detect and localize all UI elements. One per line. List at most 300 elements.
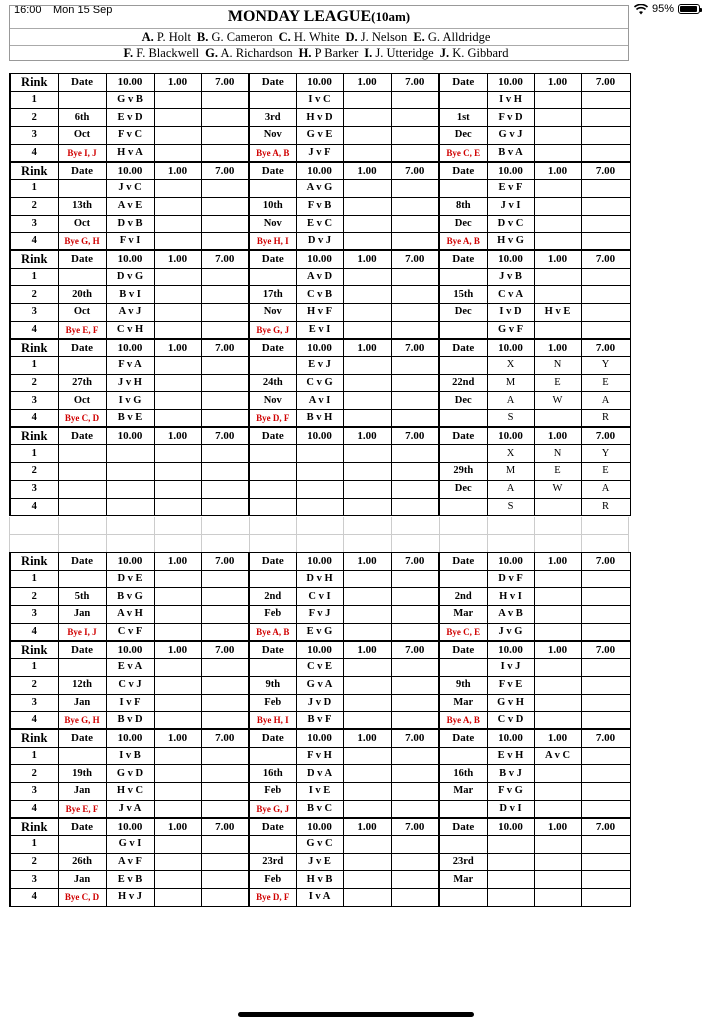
- spacer-line: [201, 517, 202, 553]
- schedule-cell: Bye C, D: [58, 889, 106, 907]
- spacer-line: [439, 517, 440, 553]
- schedule-cell: [249, 268, 296, 286]
- schedule-cell: A v F: [106, 853, 154, 871]
- column-header: 7.00: [581, 641, 630, 659]
- schedule-cell: [58, 570, 106, 588]
- schedule-cell: [154, 374, 201, 392]
- column-header: 10.00: [106, 641, 154, 659]
- schedule-cell: Feb: [249, 606, 296, 624]
- table-row: [10, 127, 630, 145]
- column-header: 1.00: [534, 818, 581, 836]
- schedule-cell: [581, 623, 630, 641]
- schedule-cell: M: [487, 374, 534, 392]
- schedule-cell: 12th: [58, 676, 106, 694]
- schedule-cell: [391, 410, 439, 428]
- table-spacer: [9, 517, 629, 553]
- column-header: 7.00: [581, 250, 630, 268]
- schedule-cell: [439, 498, 487, 516]
- column-header: Date: [58, 641, 106, 659]
- column-header: 10.00: [487, 427, 534, 445]
- schedule-cell: [201, 800, 249, 818]
- schedule-cell: B v E: [106, 410, 154, 428]
- schedule-cell: R: [581, 498, 630, 516]
- schedule-cell: [58, 659, 106, 677]
- players-line-2: [10, 45, 628, 62]
- schedule-cell: [343, 180, 391, 198]
- schedule-cell: [581, 659, 630, 677]
- column-header: Date: [58, 553, 106, 571]
- column-header: 10.00: [296, 427, 343, 445]
- schedule-cell: [201, 303, 249, 321]
- rink-cell: 4: [10, 712, 58, 730]
- column-header: Rink: [10, 162, 58, 180]
- column-header: 10.00: [296, 74, 343, 92]
- schedule-cell: A v B: [487, 606, 534, 624]
- schedule-cell: [391, 91, 439, 109]
- schedule-cell: [296, 445, 343, 463]
- schedule-cell: Bye G, H: [58, 233, 106, 251]
- schedule-cell: [249, 480, 296, 498]
- spacer-line: [534, 517, 535, 553]
- schedule-cell: A: [581, 392, 630, 410]
- schedule-cell: Bye G, J: [249, 800, 296, 818]
- column-header: Date: [58, 162, 106, 180]
- column-header: 7.00: [201, 427, 249, 445]
- schedule-cell: Mar: [439, 694, 487, 712]
- schedule-cell: [154, 321, 201, 339]
- schedule-cell: [391, 109, 439, 127]
- schedule-cell: E: [581, 374, 630, 392]
- column-header: 10.00: [106, 250, 154, 268]
- column-header: 10.00: [487, 339, 534, 357]
- schedule-cell: [439, 445, 487, 463]
- player-name: P Barker: [314, 46, 359, 60]
- table-row: [10, 623, 630, 641]
- schedule-cell: H v E: [534, 303, 581, 321]
- rink-cell: 1: [10, 180, 58, 198]
- player-letter: J.: [439, 46, 450, 60]
- spacer-line: [106, 517, 107, 553]
- schedule-cell: [391, 588, 439, 606]
- table-row: [10, 180, 630, 198]
- schedule-cell: 9th: [439, 676, 487, 694]
- schedule-cell: D v F: [487, 570, 534, 588]
- schedule-cell: E v I: [296, 321, 343, 339]
- column-header: 7.00: [201, 250, 249, 268]
- schedule-cell: [154, 588, 201, 606]
- schedule-cell: [343, 659, 391, 677]
- column-header: 1.00: [534, 729, 581, 747]
- column-header: 7.00: [201, 162, 249, 180]
- rink-cell: 1: [10, 570, 58, 588]
- schedule-cell: [343, 215, 391, 233]
- schedule-cell: A: [487, 392, 534, 410]
- table-row: [10, 286, 630, 304]
- schedule-cell: 16th: [249, 765, 296, 783]
- column-header: 1.00: [154, 641, 201, 659]
- schedule-cell: 26th: [58, 853, 106, 871]
- schedule-cell: [343, 800, 391, 818]
- schedule-cell: F v J: [296, 606, 343, 624]
- column-header: Rink: [10, 250, 58, 268]
- schedule-cell: C v J: [106, 676, 154, 694]
- column-header: 10.00: [296, 641, 343, 659]
- schedule-cell: [534, 782, 581, 800]
- schedule-cell: E v H: [487, 747, 534, 765]
- column-header: Date: [439, 427, 487, 445]
- schedule-cell: [154, 853, 201, 871]
- schedule-cell: J v I: [487, 197, 534, 215]
- schedule-cell: Bye C, E: [439, 623, 487, 641]
- schedule-cell: W: [534, 480, 581, 498]
- schedule-cell: [581, 286, 630, 304]
- schedule-cell: [58, 268, 106, 286]
- schedule-cell: [391, 268, 439, 286]
- schedule-cell: G v H: [487, 694, 534, 712]
- schedule-cell: [391, 712, 439, 730]
- rink-cell: 2: [10, 286, 58, 304]
- schedule-cell: [201, 286, 249, 304]
- player-letter: B.: [196, 30, 209, 44]
- schedule-cell: A v J: [106, 303, 154, 321]
- schedule-cell: [343, 765, 391, 783]
- schedule-cell: [343, 374, 391, 392]
- schedule-cell: [201, 606, 249, 624]
- schedule-cell: [296, 498, 343, 516]
- schedule-cell: [249, 445, 296, 463]
- column-header: 7.00: [391, 339, 439, 357]
- schedule-cell: [534, 197, 581, 215]
- column-header: Date: [439, 553, 487, 571]
- schedule-cell: [201, 498, 249, 516]
- schedule-cell: [58, 357, 106, 375]
- column-header: Date: [249, 641, 296, 659]
- schedule-cell: D v E: [106, 570, 154, 588]
- player-entry: [299, 46, 359, 60]
- schedule-cell: E v B: [106, 871, 154, 889]
- schedule-cell: J v B: [487, 268, 534, 286]
- schedule-cell: [581, 321, 630, 339]
- schedule-cell: F v A: [106, 357, 154, 375]
- column-header: Date: [249, 427, 296, 445]
- schedule-cell: Mar: [439, 606, 487, 624]
- column-header: 7.00: [391, 250, 439, 268]
- league-title: MONDAY LEAGUE(10am): [227, 8, 411, 25]
- schedule-cell: [534, 268, 581, 286]
- schedule-cell: 15th: [439, 286, 487, 304]
- schedule-cell: G v C: [296, 836, 343, 854]
- schedule-cell: [201, 392, 249, 410]
- column-header: 1.00: [154, 162, 201, 180]
- schedule-cell: H v B: [296, 871, 343, 889]
- rink-cell: 3: [10, 871, 58, 889]
- schedule-cell: F v C: [106, 127, 154, 145]
- rink-cell: 3: [10, 392, 58, 410]
- schedule-cell: [201, 127, 249, 145]
- column-header: 1.00: [534, 427, 581, 445]
- schedule-cell: A v D: [296, 268, 343, 286]
- column-header: Date: [439, 162, 487, 180]
- rink-cell: 3: [10, 215, 58, 233]
- schedule-cell: C v G: [296, 374, 343, 392]
- column-header: 1.00: [343, 74, 391, 92]
- schedule-cell: Dec: [439, 480, 487, 498]
- column-header: Date: [249, 250, 296, 268]
- schedule-cell: C v I: [296, 588, 343, 606]
- schedule-cell: [391, 197, 439, 215]
- column-header: Date: [58, 818, 106, 836]
- player-entry: [205, 46, 293, 60]
- column-header: Date: [249, 818, 296, 836]
- player-entry: [124, 46, 200, 60]
- schedule-cell: [391, 836, 439, 854]
- schedule-cell: B v A: [487, 144, 534, 162]
- schedule-cell: I v A: [296, 889, 343, 907]
- rink-cell: 1: [10, 91, 58, 109]
- player-entry: [440, 46, 509, 60]
- schedule-cell: [439, 180, 487, 198]
- schedule-cell: H v C: [106, 782, 154, 800]
- rink-cell: 2: [10, 588, 58, 606]
- schedule-cell: E v D: [106, 109, 154, 127]
- schedule-cell: B v D: [106, 712, 154, 730]
- battery-percent: 95%: [651, 3, 674, 15]
- column-header: Date: [439, 641, 487, 659]
- schedule-cell: G v D: [106, 765, 154, 783]
- schedule-cell: 6th: [58, 109, 106, 127]
- schedule-cell: [249, 747, 296, 765]
- schedule-cell: [201, 712, 249, 730]
- schedule-cell: [154, 676, 201, 694]
- schedule-cell: [343, 570, 391, 588]
- schedule-cell: [581, 570, 630, 588]
- column-header: 10.00: [106, 339, 154, 357]
- schedule-cell: E v J: [296, 357, 343, 375]
- schedule-cell: [201, 480, 249, 498]
- player-letter: G.: [205, 46, 219, 60]
- schedule-cell: [391, 570, 439, 588]
- column-header: 7.00: [391, 641, 439, 659]
- schedule-cell: [534, 836, 581, 854]
- spacer-line: [487, 517, 488, 553]
- rink-cell: 2: [10, 676, 58, 694]
- column-header: Date: [439, 74, 487, 92]
- player-letter: C.: [278, 30, 291, 44]
- column-header: 7.00: [391, 818, 439, 836]
- schedule-cell: I v C: [296, 91, 343, 109]
- schedule-cell: F v I: [106, 233, 154, 251]
- schedule-cell: M: [487, 463, 534, 481]
- player-entry: [413, 30, 490, 44]
- column-header: Rink: [10, 729, 58, 747]
- column-header: Date: [58, 729, 106, 747]
- schedule-cell: [581, 712, 630, 730]
- column-header: Date: [249, 339, 296, 357]
- schedule-cell: C v B: [296, 286, 343, 304]
- table-row: [10, 392, 630, 410]
- table-row: [10, 197, 630, 215]
- rink-cell: 2: [10, 463, 58, 481]
- rink-cell: 3: [10, 694, 58, 712]
- schedule-cell: A: [487, 480, 534, 498]
- column-header: Date: [58, 339, 106, 357]
- schedule-cell: [534, 498, 581, 516]
- table-row: [10, 782, 630, 800]
- schedule-cell: [391, 765, 439, 783]
- schedule-cell: [343, 712, 391, 730]
- schedule-cell: [201, 765, 249, 783]
- schedule-cell: [534, 180, 581, 198]
- column-header: Date: [58, 250, 106, 268]
- schedule-cell: J v D: [296, 694, 343, 712]
- column-header: 10.00: [106, 818, 154, 836]
- home-indicator[interactable]: [238, 1012, 474, 1017]
- player-letter: H.: [298, 46, 312, 60]
- table-row: [10, 498, 630, 516]
- table-row: [10, 765, 630, 783]
- schedule-cell: B v C: [296, 800, 343, 818]
- schedule-cell: Bye C, E: [439, 144, 487, 162]
- header-row: [10, 818, 630, 836]
- schedule-cell: [201, 853, 249, 871]
- schedule-cell: [201, 215, 249, 233]
- schedule-cell: [534, 606, 581, 624]
- column-header: Date: [439, 818, 487, 836]
- header-row: [10, 553, 630, 571]
- schedule-cell: [343, 357, 391, 375]
- schedule-cell: Y: [581, 445, 630, 463]
- schedule-cell: D v B: [106, 215, 154, 233]
- player-name: G. Cameron: [211, 30, 273, 44]
- table-row: [10, 694, 630, 712]
- schedule-cell: [534, 676, 581, 694]
- schedule-cell: [391, 357, 439, 375]
- schedule-cell: [581, 91, 630, 109]
- schedule-cell: [581, 197, 630, 215]
- column-header: 7.00: [581, 818, 630, 836]
- schedule-cell: C v F: [106, 623, 154, 641]
- table-row: [10, 871, 630, 889]
- schedule-cell: [154, 498, 201, 516]
- player-entry: [364, 46, 433, 60]
- table-row: [10, 463, 630, 481]
- column-header: Rink: [10, 818, 58, 836]
- schedule-cell: [201, 463, 249, 481]
- rink-cell: 4: [10, 144, 58, 162]
- schedule-cell: Nov: [249, 392, 296, 410]
- schedule-cell: [391, 782, 439, 800]
- table-row: [10, 109, 630, 127]
- column-header: Date: [439, 729, 487, 747]
- schedule-cell: [201, 747, 249, 765]
- schedule-cell: J v H: [106, 374, 154, 392]
- table-row: [10, 91, 630, 109]
- schedule-cell: J v F: [296, 144, 343, 162]
- schedule-cell: [534, 694, 581, 712]
- column-header: 10.00: [487, 729, 534, 747]
- schedule-cell: Bye A, B: [249, 623, 296, 641]
- table-row: [10, 321, 630, 339]
- schedule-cell: [106, 480, 154, 498]
- schedule-cell: [249, 91, 296, 109]
- player-name: G. Alldridge: [427, 30, 491, 44]
- schedule-cell: [249, 836, 296, 854]
- schedule-cell: X: [487, 445, 534, 463]
- schedule-cell: [201, 871, 249, 889]
- schedule-cell: E v A: [106, 659, 154, 677]
- rink-cell: 3: [10, 127, 58, 145]
- schedule-cell: [201, 623, 249, 641]
- schedule-cell: [534, 800, 581, 818]
- schedule-cell: [581, 606, 630, 624]
- column-header: Date: [249, 74, 296, 92]
- league-header: [9, 5, 629, 61]
- column-header: 10.00: [296, 162, 343, 180]
- schedule-cell: [249, 659, 296, 677]
- schedule-cell: 1st: [439, 109, 487, 127]
- column-header: 10.00: [487, 818, 534, 836]
- schedule-cell: Oct: [58, 127, 106, 145]
- schedule-cell: Bye E, F: [58, 800, 106, 818]
- schedule-cell: [581, 676, 630, 694]
- schedule-cell: [154, 889, 201, 907]
- table-row: [10, 357, 630, 375]
- schedule-cell: [391, 463, 439, 481]
- player-name: K. Gibbard: [452, 46, 509, 60]
- schedule-cell: [534, 871, 581, 889]
- schedule-cell: [201, 233, 249, 251]
- wifi-icon: [634, 4, 648, 15]
- schedule-cell: [154, 215, 201, 233]
- column-header: Date: [58, 74, 106, 92]
- schedule-table-spring: [9, 552, 631, 907]
- column-header: 10.00: [106, 427, 154, 445]
- schedule-cell: [154, 109, 201, 127]
- schedule-cell: G v J: [487, 127, 534, 145]
- schedule-cell: [201, 180, 249, 198]
- column-header: 1.00: [154, 427, 201, 445]
- schedule-cell: 9th: [249, 676, 296, 694]
- column-header: 1.00: [534, 250, 581, 268]
- schedule-cell: H v J: [106, 889, 154, 907]
- schedule-cell: [581, 180, 630, 198]
- column-header: 7.00: [391, 729, 439, 747]
- schedule-cell: [343, 91, 391, 109]
- schedule-cell: G v I: [106, 836, 154, 854]
- column-header: 1.00: [343, 250, 391, 268]
- schedule-cell: [391, 498, 439, 516]
- spacer-line: [581, 517, 582, 553]
- schedule-cell: [343, 889, 391, 907]
- table-row: [10, 606, 630, 624]
- schedule-cell: [58, 498, 106, 516]
- column-header: 10.00: [487, 250, 534, 268]
- schedule-cell: [154, 694, 201, 712]
- schedule-cell: 27th: [58, 374, 106, 392]
- player-letter: E.: [413, 30, 425, 44]
- column-header: Rink: [10, 641, 58, 659]
- schedule-cell: [391, 800, 439, 818]
- schedule-cell: Oct: [58, 303, 106, 321]
- schedule-cell: C v A: [487, 286, 534, 304]
- schedule-cell: [487, 853, 534, 871]
- schedule-cell: [154, 233, 201, 251]
- schedule-cell: B v F: [296, 712, 343, 730]
- status-right: [634, 3, 700, 15]
- rink-cell: 3: [10, 303, 58, 321]
- header-row: [10, 729, 630, 747]
- schedule-cell: 5th: [58, 588, 106, 606]
